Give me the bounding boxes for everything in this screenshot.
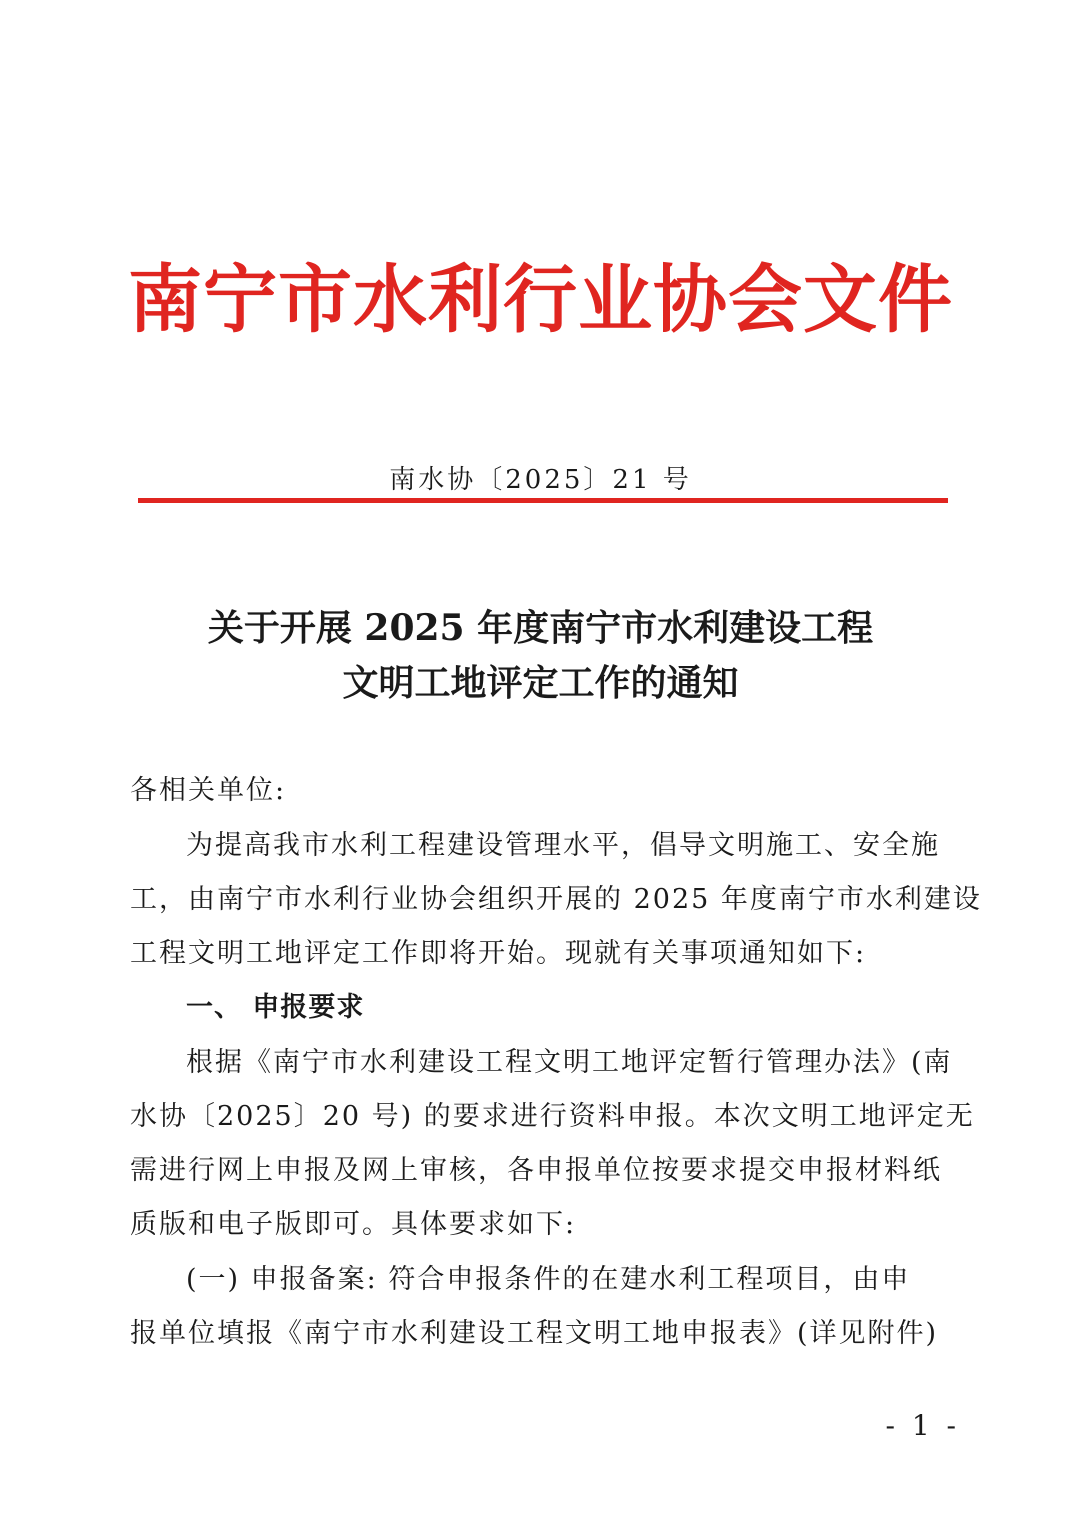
document-number: 南水协〔2025〕21 号 bbox=[389, 465, 692, 495]
page-number: - 1 - bbox=[885, 1409, 960, 1442]
salutation: 各相关单位: bbox=[130, 775, 287, 806]
masthead-title: 南宁市水利行业协会文件 bbox=[128, 257, 953, 343]
paragraph-2-line-4: 质版和电子版即可。具体要求如下: bbox=[130, 1209, 577, 1240]
paragraph-1-line-3: 工程文明工地评定工作即将开始。现就有关事项通知如下: bbox=[130, 938, 867, 969]
paragraph-1-line-1: 为提高我市水利工程建设管理水平，倡导文明施工、安全施 bbox=[186, 830, 940, 861]
paragraph-2-line-2: 水协〔2025〕20 号) 的要求进行资料申报。本次文明工地评定无 bbox=[130, 1101, 975, 1132]
paragraph-2-line-1: 根据《南宁市水利建设工程文明工地评定暂行管理办法》(南 bbox=[186, 1047, 953, 1078]
paragraph-3-line-1: (一) 申报备案: 符合申报条件的在建水利工程项目，由申 bbox=[186, 1264, 911, 1295]
paragraph-3-line-2: 报单位填报《南宁市水利建设工程文明工地申报表》(详见附件) bbox=[130, 1318, 939, 1349]
section-heading-1: 一、 申报要求 bbox=[186, 992, 365, 1023]
notice-title-line-1: 关于开展 2025 年度南宁市水利建设工程 bbox=[207, 607, 874, 649]
paragraph-2-line-3: 需进行网上申报及网上审核，各申报单位按要求提交申报材料纸 bbox=[130, 1155, 942, 1186]
red-divider-line bbox=[138, 498, 948, 503]
notice-title-line-2: 文明工地评定工作的通知 bbox=[342, 662, 739, 704]
paragraph-1-line-2: 工，由南宁市水利行业协会组织开展的 2025 年度南宁市水利建设 bbox=[130, 884, 982, 915]
